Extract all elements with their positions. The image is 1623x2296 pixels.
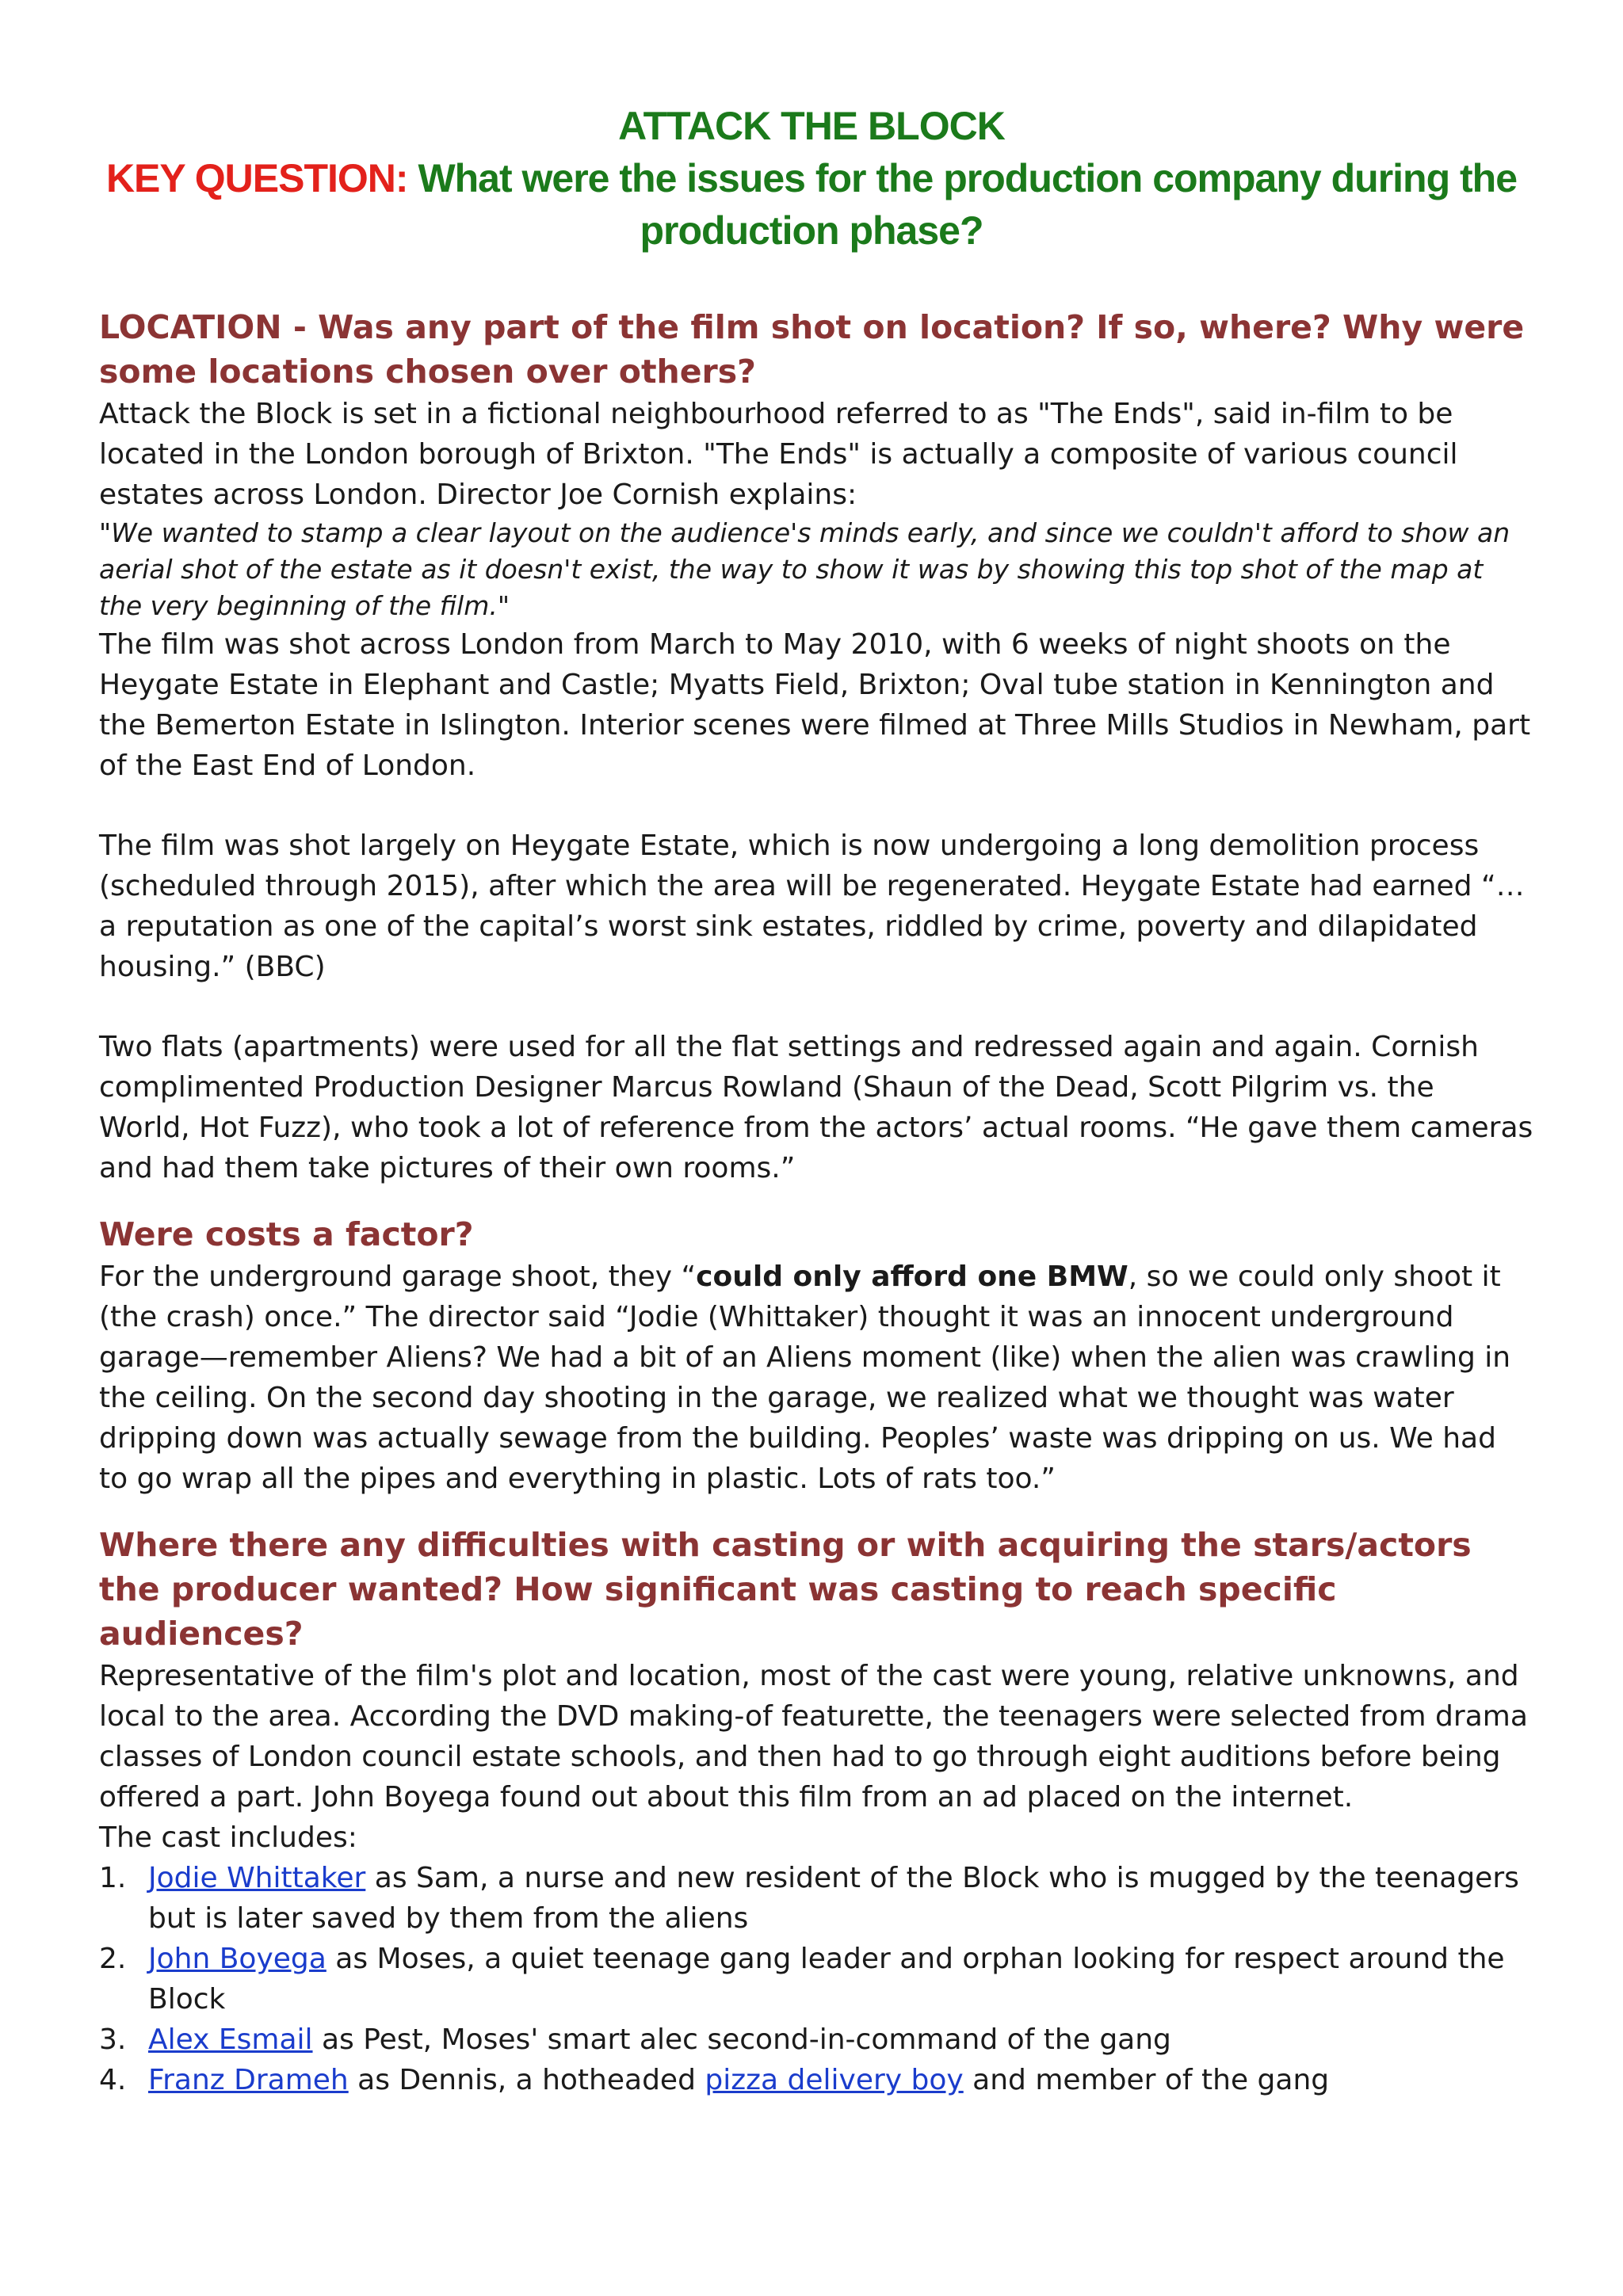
role-description-end: and member of the gang xyxy=(963,2064,1330,2096)
key-question-label: KEY QUESTION: xyxy=(105,156,408,200)
cast-intro: The cast includes: xyxy=(99,1821,357,1854)
document-title xyxy=(0,100,1623,257)
document-body xyxy=(99,305,1533,2100)
casting-paragraph: Representative of the film's plot and location, most of the cast were young, relative unknowns, and local to the area. According the DVD making-of featurette, the teenagers were selected from drama classes of London council estate schools, and then had to go through eight auditions before being offered a part. John Boyega found out about this film from an ad placed on the internet. xyxy=(99,1660,1528,1814)
actor-link-franz-drameh[interactable]: Franz Drameh xyxy=(148,2064,349,2096)
director-quote: "We wanted to stamp a clear layout on the audience's minds early, and since we couldn't afford to show an aerial shot of the estate as it doesn't exist, the way to show it was by showing this top shot of the map at the very beginning of the film." xyxy=(99,517,1510,621)
location-paragraph-1: Attack the Block is set in a fictional neighbourhood referred to as "The Ends", said in-film to be located in the London borough of Brixton. "The Ends" is actually a composite of various council estates across London. Director Joe Cornish explains: xyxy=(99,398,1458,511)
location-paragraph-4: Two flats (apartments) were used for all the flat settings and redressed again and again. Cornish complimented Production Designer Marcus Rowland (Shaun of the Dead, Scott Pilgrim vs. the World, Hot Fuzz), who took a lot of reference from the actors’ actual rooms. “He gave them cameras and had them take pictures of their own rooms.” xyxy=(99,1031,1533,1184)
costs-bold-text: could only afford one BMW xyxy=(696,1261,1128,1293)
actor-link-alex-esmail[interactable]: Alex Esmail xyxy=(148,2023,313,2056)
key-question-text: What were the issues for the production company during the xyxy=(407,156,1518,200)
cast-list-item xyxy=(99,1858,1533,1939)
costs-heading: Were costs a factor? xyxy=(99,1215,474,1253)
cast-list xyxy=(99,1858,1533,2100)
role-description: as Sam, a nurse and new resident of the Block who is mugged by the teenagers but is later saved by them from the aliens xyxy=(148,1862,1519,1935)
key-question-text-end: production phase? xyxy=(640,208,983,253)
cast-list-item xyxy=(99,2019,1533,2060)
location-paragraph-3: The film was shot largely on Heygate Estate, which is now undergoing a long demolition process (scheduled through 2015), after which the area will be regenerated. Heygate Estate had earned “…a reputation as one of the capital’s worst sink estates, riddled by crime, poverty and dilapidated housing.” (BBC) xyxy=(99,830,1525,983)
location-paragraph-2: The film was shot across London from March to May 2010, with 6 weeks of night shoots on the Heygate Estate in Elephant and Castle; Myatts Field, Brixton; Oval tube station in Kennington and the Bemerton Estate in Islington. Interior scenes were filmed at Three Mills Studios in Newham, part of the East End of London. xyxy=(99,628,1531,782)
role-description: as Pest, Moses' smart alec second-in-command of the gang xyxy=(312,2023,1171,2056)
list-number: 1. xyxy=(99,1862,127,1894)
film-title: ATTACK THE BLOCK xyxy=(618,104,1005,148)
cast-list-item xyxy=(99,1939,1533,2019)
paragraph-spacer xyxy=(99,786,1533,826)
key-question-line xyxy=(0,152,1623,204)
costs-text-start: For the underground garage shoot, they “ xyxy=(99,1261,697,1293)
actor-link-jodie-whittaker[interactable]: Jodie Whittaker xyxy=(148,1862,366,1894)
cast-list-item xyxy=(99,2060,1533,2100)
casting-heading: Where there any difficulties with casting or with acquiring the stars/actors the producer wanted? How significant was casting to reach specific audiences? xyxy=(99,1526,1472,1653)
role-description: as Dennis, a hotheaded xyxy=(348,2064,705,2096)
pizza-delivery-boy-link[interactable]: pizza delivery boy xyxy=(705,2064,964,2096)
costs-text-end: , so we could only shoot it (the crash) once.” The director said “Jodie (Whittaker) thought it was an innocent underground garage—remember Aliens? We had a bit of an Aliens moment (like) when the alien was crawling in the ceiling. On the second day shooting in the garage, we realized what we thought was water dripping down was actually sewage from the building. Peoples’ waste was dripping on us. We had to go wrap all the pipes and everything in plastic. Lots of rats too.” xyxy=(99,1261,1511,1495)
actor-link-john-boyega[interactable]: John Boyega xyxy=(148,1943,327,1975)
list-number: 3. xyxy=(99,2023,127,2056)
section-spacer xyxy=(99,1499,1533,1523)
list-number: 4. xyxy=(99,2064,127,2096)
paragraph-spacer xyxy=(99,987,1533,1027)
role-description: as Moses, a quiet teenage gang leader and orphan looking for respect around the Block xyxy=(148,1943,1505,2016)
section-spacer xyxy=(99,1188,1533,1212)
list-number: 2. xyxy=(99,1943,127,1975)
location-heading: LOCATION - Was any part of the film shot on location? If so, where? Why were some locations chosen over others? xyxy=(99,308,1525,391)
costs-paragraph xyxy=(99,1257,1533,1499)
